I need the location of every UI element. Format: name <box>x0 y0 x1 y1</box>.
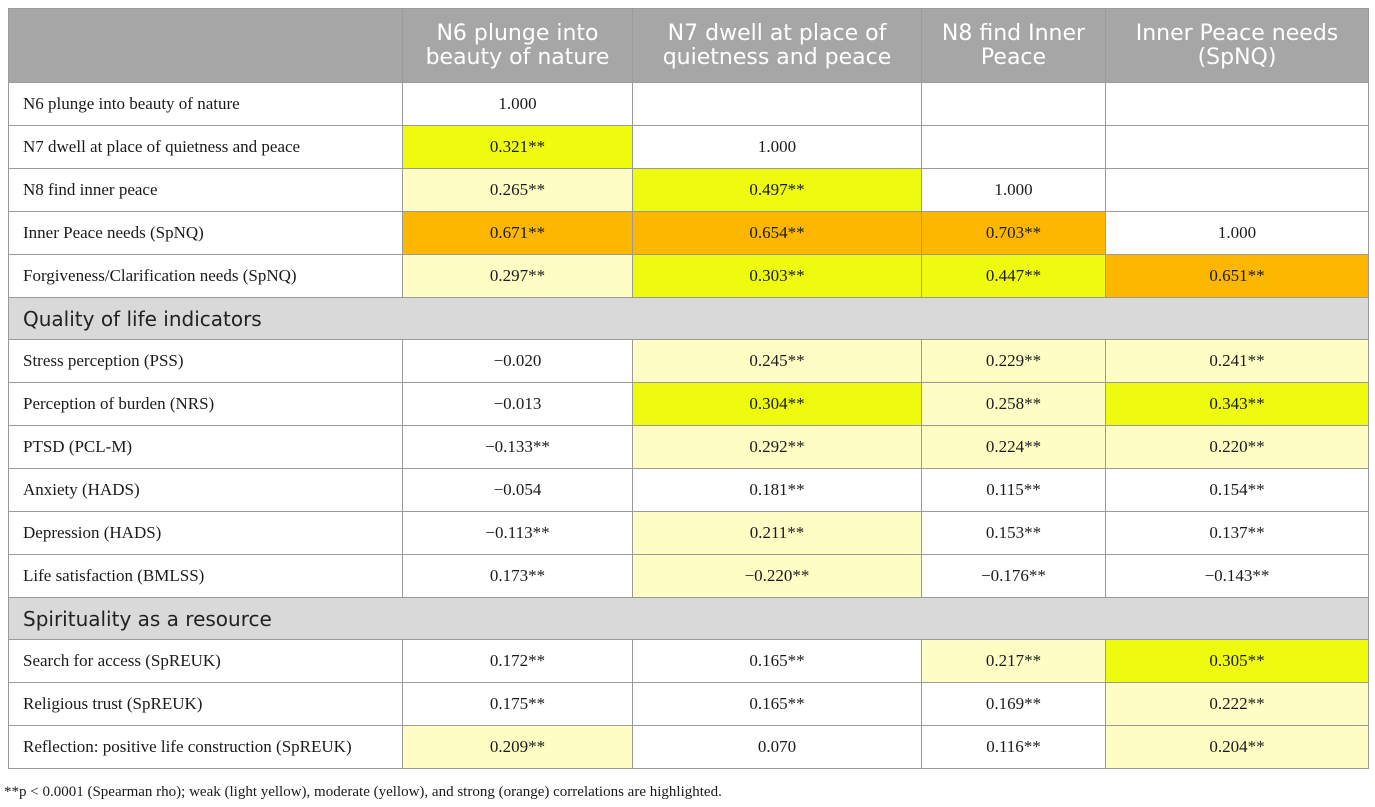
header-corner <box>9 9 403 83</box>
table-row <box>9 383 1369 426</box>
row-label: N8 find inner peace <box>9 169 403 212</box>
correlation-cell: 0.258** <box>922 383 1106 426</box>
header-n8: N8 find Inner Peace <box>922 9 1106 83</box>
correlation-cell: 0.651** <box>1106 255 1369 298</box>
correlation-cell: 0.173** <box>403 555 633 598</box>
row-label: Anxiety (HADS) <box>9 469 403 512</box>
table-row <box>9 212 1369 255</box>
row-label: Stress perception (PSS) <box>9 340 403 383</box>
correlation-cell: 0.265** <box>403 169 633 212</box>
correlation-cell: 0.209** <box>403 726 633 769</box>
correlation-cell: 0.671** <box>403 212 633 255</box>
correlation-cell: 0.222** <box>1106 683 1369 726</box>
correlation-cell <box>922 126 1106 169</box>
table-row <box>9 683 1369 726</box>
table-row <box>9 469 1369 512</box>
table-row <box>9 83 1369 126</box>
correlation-cell: 0.154** <box>1106 469 1369 512</box>
table-row <box>9 426 1369 469</box>
correlation-cell: 0.115** <box>922 469 1106 512</box>
table-row <box>9 555 1369 598</box>
correlation-cell: 1.000 <box>1106 212 1369 255</box>
correlation-cell: 0.654** <box>633 212 922 255</box>
correlation-cell: 0.304** <box>633 383 922 426</box>
correlation-cell: 0.343** <box>1106 383 1369 426</box>
correlation-cell: 0.229** <box>922 340 1106 383</box>
row-label: Life satisfaction (BMLSS) <box>9 555 403 598</box>
correlation-table <box>8 8 1369 769</box>
correlation-cell: 0.181** <box>633 469 922 512</box>
table-body <box>9 83 1369 769</box>
correlation-cell: 0.220** <box>1106 426 1369 469</box>
correlation-cell: −0.020 <box>403 340 633 383</box>
correlation-cell: −0.013 <box>403 383 633 426</box>
correlation-cell: −0.143** <box>1106 555 1369 598</box>
correlation-cell: −0.113** <box>403 512 633 555</box>
correlation-cell: 0.153** <box>922 512 1106 555</box>
correlation-cell: 1.000 <box>922 169 1106 212</box>
correlation-cell: 0.165** <box>633 683 922 726</box>
correlation-cell: 0.497** <box>633 169 922 212</box>
correlation-cell: 0.217** <box>922 640 1106 683</box>
table-row <box>9 169 1369 212</box>
row-label: Inner Peace needs (SpNQ) <box>9 212 403 255</box>
header-row <box>9 9 1369 83</box>
correlation-cell: 1.000 <box>403 83 633 126</box>
correlation-cell: 0.703** <box>922 212 1106 255</box>
correlation-cell: 0.305** <box>1106 640 1369 683</box>
row-label: N7 dwell at place of quietness and peace <box>9 126 403 169</box>
correlation-cell: 0.447** <box>922 255 1106 298</box>
table-row <box>9 126 1369 169</box>
table-row <box>9 726 1369 769</box>
footnote: **p < 0.0001 (Spearman rho); weak (light yellow), moderate (yellow), and strong (orange) correlations are highlighted. <box>4 784 722 800</box>
correlation-cell <box>633 83 922 126</box>
header-n7: N7 dwell at place of quietness and peace <box>633 9 922 83</box>
correlation-cell: 0.204** <box>1106 726 1369 769</box>
section-header-row <box>9 298 1369 340</box>
row-label: Perception of burden (NRS) <box>9 383 403 426</box>
header-inner-peace-needs: Inner Peace needs (SpNQ) <box>1106 9 1369 83</box>
correlation-cell: −0.176** <box>922 555 1106 598</box>
row-label: PTSD (PCL-M) <box>9 426 403 469</box>
correlation-cell: −0.220** <box>633 555 922 598</box>
correlation-cell: 0.165** <box>633 640 922 683</box>
correlation-cell <box>922 83 1106 126</box>
correlation-cell: 0.175** <box>403 683 633 726</box>
section-title: Spirituality as a resource <box>9 598 1369 640</box>
table-row <box>9 340 1369 383</box>
row-label: Reflection: positive life construction (SpREUK) <box>9 726 403 769</box>
correlation-cell: 0.224** <box>922 426 1106 469</box>
correlation-cell: 0.297** <box>403 255 633 298</box>
correlation-cell <box>1106 83 1369 126</box>
correlation-cell: 1.000 <box>633 126 922 169</box>
section-title: Quality of life indicators <box>9 298 1369 340</box>
correlation-cell: 0.321** <box>403 126 633 169</box>
correlation-cell: 0.303** <box>633 255 922 298</box>
table-row <box>9 640 1369 683</box>
correlation-cell: 0.172** <box>403 640 633 683</box>
correlation-cell: 0.137** <box>1106 512 1369 555</box>
correlation-cell: 0.070 <box>633 726 922 769</box>
header-n6: N6 plunge into beauty of nature <box>403 9 633 83</box>
row-label: Depression (HADS) <box>9 512 403 555</box>
correlation-cell: 0.245** <box>633 340 922 383</box>
correlation-cell: 0.169** <box>922 683 1106 726</box>
row-label: Forgiveness/Clarification needs (SpNQ) <box>9 255 403 298</box>
correlation-cell: 0.116** <box>922 726 1106 769</box>
correlation-cell: −0.133** <box>403 426 633 469</box>
correlation-cell: 0.211** <box>633 512 922 555</box>
table-row <box>9 255 1369 298</box>
section-header-row <box>9 598 1369 640</box>
correlation-cell: 0.241** <box>1106 340 1369 383</box>
table-row <box>9 512 1369 555</box>
row-label: Religious trust (SpREUK) <box>9 683 403 726</box>
correlation-cell: −0.054 <box>403 469 633 512</box>
row-label: N6 plunge into beauty of nature <box>9 83 403 126</box>
correlation-cell <box>1106 126 1369 169</box>
correlation-cell: 0.292** <box>633 426 922 469</box>
correlation-cell <box>1106 169 1369 212</box>
row-label: Search for access (SpREUK) <box>9 640 403 683</box>
